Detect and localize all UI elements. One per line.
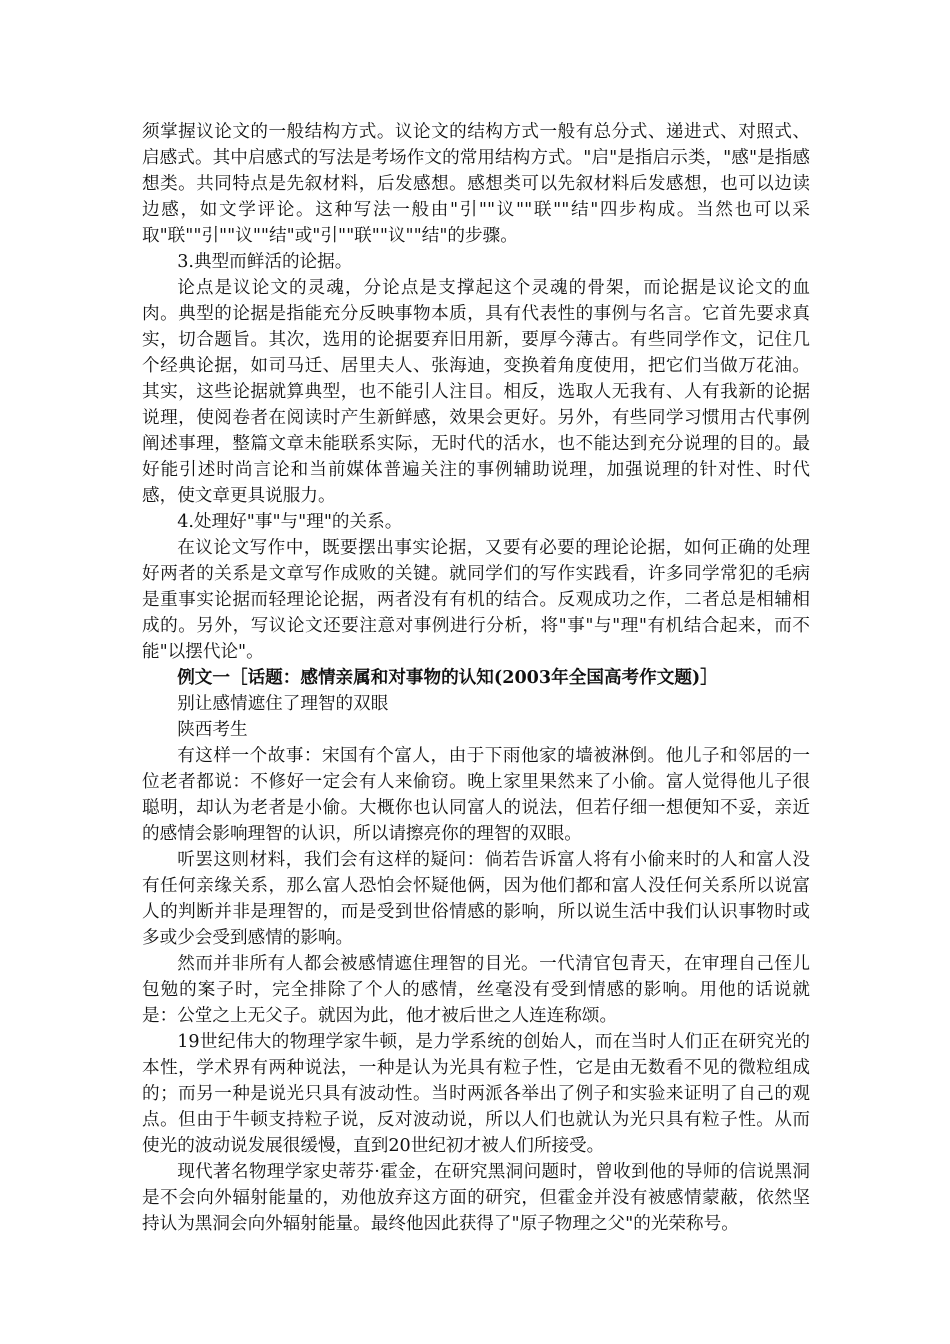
paragraph-structure-methods: 须掌握议论文的一般结构方式。议论文的结构方式一般有总分式、递进式、对照式、启感式。其中启感式的写法是考场作文的常用结构方式。"启"是指启示类，"感"是指感想类。共同特点是先叙材料，后发感想。感想类可以先叙材料后发感想，也可以边读边感，如文学评论。这种写法一般由"引""议""联""结"四步构成。当然也可以采取"联""引""议""结"或"引""联""议""结"的步骤。 — [142, 122, 810, 246]
essay-author: 陕西考生 — [177, 720, 248, 740]
essay-paragraph-story: 有这样一个故事：宋国有个富人，由于下雨他家的墙被淋倒。他儿子和邻居的一位老者都说：不修好一定会有人来偷窃。晚上家里果然来了小偷。富人觉得他儿子很聪明，却认为老者是小偷。大概你也认同富人的说法，但若仔细一想便知不妥，亲近的感情会影响理智的认识，所以请擦亮你的理智的双眼。 — [142, 746, 810, 844]
essay-title: 别让感情遮住了理智的双眼 — [177, 694, 389, 714]
document-body — [142, 119, 810, 1237]
paragraph-evidence: 论点是议论文的灵魂，分论点是支撑起这个灵魂的骨架，而论据是议论文的血肉。典型的论据是指能充分反映事物本质，具有代表性的事例与名言。它首先要求真实，切合题旨。其次，选用的论据要弃旧用新，要厚今薄古。有些同学作文，记住几个经典论据，如司马迁、居里夫人、张海迪，变换着角度使用，把它们当做万花油。其实，这些论据就算典型，也不能引人注目。相反，选取人无我有、人有我新的论据说理，使阅卷者在阅读时产生新鲜感，效果会更好。另外，有些同学习惯用古代事例阐述事理，整篇文章未能联系实际，无时代的活水，也不能达到充分说理的目的。最好能引述时尚言论和当前媒体普遍关注的事例辅助说理，加强说理的针对性、时代感，使文章更具说服力。 — [142, 278, 810, 506]
essay-paragraph-bao-qingtian: 然而并非所有人都会被感情遮住理智的目光。一代清官包青天，在审理自己侄儿包勉的案子时，完全排除了个人的感情，丝毫没有受到情感的影响。用他的话说就是：公堂之上无父子。就因为此，他才被后世之人连连称颂。 — [142, 954, 810, 1026]
heading-fact-and-reason: 4.处理好"事"与"理"的关系。 — [177, 512, 403, 532]
example-title: 例文一［话题：感情亲属和对事物的认知(2003年全国高考作文题)］ — [177, 667, 718, 688]
essay-paragraph-hawking: 现代著名物理学家史蒂芬·霍金，在研究黑洞问题时，曾收到他的导师的信说黑洞是不会向外辐射能量的，劝他放弃这方面的研究，但霍金并没有被感情蒙蔽，依然坚持认为黑洞会向外辐射能量。最终他因此获得了"原子物理之父"的光荣称号。 — [142, 1162, 810, 1234]
essay-paragraph-question: 听罢这则材料，我们会有这样的疑问：倘若告诉富人将有小偷来时的人和富人没有任何亲缘关系，那么富人恐怕会怀疑他俩，因为他们都和富人没任何关系所以说富人的判断并非是理智的，而是受到世俗情感的影响，所以说生活中我们认识事物时或多或少会受到感情的影响。 — [142, 850, 810, 948]
paragraph-fact-and-reason: 在议论文写作中，既要摆出事实论据，又要有必要的理论论据，如何正确的处理好两者的关系是文章写作成败的关键。就同学们的写作实践看，许多同学常犯的毛病是重事实论据而轻理论论据，两者没有有机的结合。反观成功之作，二者总是相辅相成的。另外，写议论文还要注意对事例进行分析，将"事"与"理"有机结合起来，而不能"以摆代论"。 — [142, 538, 810, 662]
heading-typical-evidence: 3.典型而鲜活的论据。 — [177, 252, 353, 272]
essay-paragraph-newton: 19世纪伟大的物理学家牛顿，是力学系统的创始人，而在当时人们正在研究光的本性，学术界有两种说法，一种是认为光具有粒子性，它是由无数看不见的微粒组成的；而另一种是说光只具有波动性。当时两派各举出了例子和实验来证明了自己的观点。但由于牛顿支持粒子说，反对波动说，所以人们也就认为光只具有粒子性。从而使光的波动说发展很缓慢，直到20世纪初才被人们所接受。 — [142, 1032, 810, 1156]
